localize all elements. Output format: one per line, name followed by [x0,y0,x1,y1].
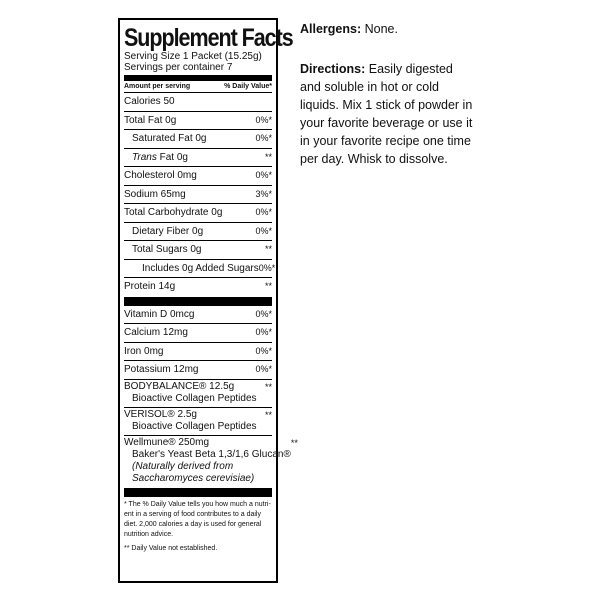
vitamin-label: Vitamin D 0mcg [124,308,195,320]
ingredient-description: Bioactive Collagen Peptides [132,392,257,404]
ingredient-row [124,436,298,487]
nutrient-dv: 0%* [255,207,272,217]
nutrient-label: Sodium 65mg [124,188,186,200]
thick-divider [124,488,272,497]
nutrient-row [124,241,272,260]
ingredient-name: Wellmune® 250mg [124,436,209,448]
nutrient-row [124,167,272,186]
ingredient-note: (Naturally derived from [132,460,234,472]
nutrient-row [124,260,276,279]
nutrient-label: Protein 14g [124,281,176,292]
nutrient-dv: 0%* [255,170,272,180]
nutrient-row [124,130,272,149]
nutrient-label: Includes 0g Added Sugars [142,262,259,274]
nutrient-dv: 0%* [255,133,272,143]
vitamin-dv: 0%* [255,364,272,374]
directions-value: Easily digested and soluble in hot or cold liquids. Mix 1 stick of powder in your favorite beverage or use it in your favorite recipe one time per day. Whisk to dissolve. [300,62,473,166]
ingredient-description: Baker's Yeast Beta 1,3/1,6 Glucan® [132,448,291,460]
nutrient-label: Dietary Fiber 0g [132,225,204,237]
footnote-daily-value: * The % Daily Value tells you how much a nutri- ent in a serving of food contributes to a daily diet. 2,000 calories a day is used for general nutrition advice. [124,500,271,538]
nutrient-label: Total Carbohydrate 0g [124,207,223,218]
vitamin-dv: 0%* [255,345,272,356]
nutrient-dv: ** [264,281,272,291]
vitamin-dv: 0%* [255,327,272,337]
thick-divider [124,297,272,306]
ingredient-description: Bioactive Collagen Peptides [132,420,257,432]
trans-italic: Trans [132,151,157,163]
allergens-value: None. [361,22,398,36]
directions-label: Directions: [300,62,366,76]
ingredient-name: VERISOL® 2.5g [124,408,197,420]
calories-row [124,93,272,112]
nutrient-row [124,112,272,131]
nutrient-row [124,223,272,242]
nutrient-row [124,278,272,296]
supplement-facts-panel [118,18,298,583]
thick-divider [124,75,272,81]
nutrient-label: Total Sugars 0g [132,244,202,255]
ingredient-name: BODYBALANCE® 12.5g [124,380,235,392]
allergens-label: Allergens: [300,22,362,36]
nutrient-row [124,186,272,205]
nutrient-row [124,204,272,223]
ingredient-row [124,408,272,436]
nutrient-label: Total Fat 0g [124,114,177,126]
ingredient-dv: ** [264,381,272,392]
nutrient-label [124,149,188,167]
ingredient-dv: ** [264,409,272,420]
calories-label: Calories 50 [124,96,175,107]
nutrient-dv: 0%* [255,114,272,125]
vitamin-label: Calcium 12mg [124,327,188,338]
nutrient-label: Saturated Fat 0g [132,133,207,144]
nutrient-dv: 0%* [255,225,272,236]
nutrient-dv: 3%* [255,188,272,199]
footnote-not-established: ** Daily Value not established. [124,544,218,552]
amount-header: Amount per serving [124,83,191,90]
nutrient-dv: ** [264,151,272,162]
trans-label: Fat 0g [156,151,188,163]
ingredient-note: Saccharomyces cerevisiae) [132,472,255,484]
vitamin-label: Potassium 12mg [124,364,199,375]
ingredient-row [124,380,272,408]
directions-text [300,60,475,168]
footnotes [124,497,272,554]
servings-per-container: Servings per container 7 [124,62,233,73]
nutrient-row [124,149,272,168]
nutrient-dv: 0%* [258,262,276,273]
vitamin-row [124,361,272,380]
vitamin-row [124,343,272,362]
vitamin-row [124,324,272,343]
ingredient-dv: ** [290,437,298,448]
vitamin-row [124,306,272,325]
serving-size: Serving Size 1 Packet (15.25g) [124,51,262,62]
nutrient-dv: ** [264,244,272,254]
nutrient-label: Cholesterol 0mg [124,170,197,181]
allergens-text [300,20,475,38]
vitamin-dv: 0%* [255,308,272,319]
panel-title: Supplement Facts [124,24,293,52]
vitamin-label: Iron 0mg [124,345,164,357]
dv-header: % Daily Value* [224,83,272,90]
column-header [124,82,272,93]
product-info [300,20,475,168]
